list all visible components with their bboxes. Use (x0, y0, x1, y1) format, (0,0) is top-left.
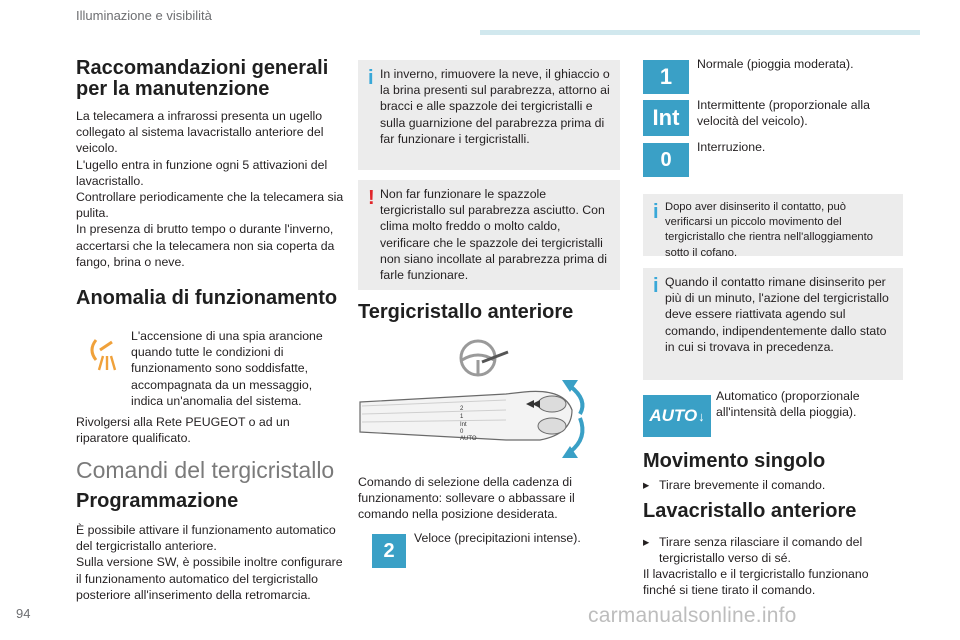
bullet-icon: ▸ (643, 535, 650, 549)
programming-line: È possibile attivare il funzionamento automatico del tergicristallo anteriore. (76, 523, 336, 554)
maintenance-line: In presenza di brutto tempo o durante l'inverno, accertarsi che la telecamera non sia coperta da fango, brina o neve. (76, 222, 335, 269)
info-icon: i (653, 201, 659, 223)
contact-off-info-box (643, 194, 903, 259)
maintenance-line: L'ugello entra in funzione ogni 5 attivazioni del lavacristallo. (76, 157, 328, 188)
mode-2-badge: 2 (372, 534, 406, 568)
stalk-label: AUTO (460, 436, 477, 442)
wiper-stalk-illustration (356, 336, 606, 466)
single-move-heading: Movimento singolo (643, 450, 826, 472)
section-title: Illuminazione e visibilità (76, 8, 212, 23)
washer-bullet (643, 534, 903, 566)
washer-text: Il lavacristallo e il tergicristallo funzionano finché si tiene tirato il comando. (643, 567, 869, 598)
fault-heading: Anomalia di funzionamento (76, 287, 338, 309)
mode-1-badge: 1 (643, 60, 689, 94)
front-wiper-heading: Tergicristallo anteriore (358, 301, 574, 323)
auto-arrow-icon: ↓ (698, 408, 705, 424)
mode-0-text: Interruzione. (697, 140, 766, 154)
wiper-stalk-icon (360, 391, 572, 442)
mode-int-text: Intermittente (proporzionale alla velocità del veicolo). (697, 98, 870, 129)
mode-auto-badge (643, 395, 711, 437)
programming-text (76, 522, 344, 603)
maintenance-line: La telecamera a infrarossi presenta un ugello collegato al sistema lavacristallo anteriore del veicolo. (76, 109, 324, 156)
washer-bullet-text: Tirare senza rilasciare il comando del tergicristallo verso di sé. (659, 535, 863, 566)
washer-heading: Lavacristallo anteriore (643, 500, 857, 522)
selection-text: Comando di selezione della cadenza di funzionamento: sollevare o abbassare il comando nella posizione desiderata. (358, 475, 575, 522)
winter-info-text: In inverno, rimuovere la neve, il ghiaccio o la brina presenti sul parabrezza, attorno ai bracci e alle spazzole dei tergicristalli e sulla guarnizione del parabrezza prima di far funzionare i tergicristalli. (380, 67, 610, 146)
page-number: 94 (16, 606, 31, 621)
mode-2-text: Veloce (precipitazioni intense). (414, 531, 581, 545)
mode-1-text: Normale (pioggia moderata). (697, 57, 854, 71)
stalk-label: 1 (460, 414, 464, 420)
mode-int-badge: Int (643, 100, 689, 136)
single-move-bullet (643, 477, 903, 493)
reactivation-info-box (643, 268, 903, 380)
info-icon: i (653, 275, 659, 297)
maintenance-line: Controllare periodicamente che la telecamera sia pulita. (76, 190, 344, 221)
fault-description: L'accensione di una spia arancione quando tutte le condizioni di funzionamento sono soddisfatte, accompagnata da un messaggio, indica un'anomalia del sistema. (131, 329, 323, 408)
mode-auto-text: Automatico (proporzionale all'intensità della pioggia). (716, 389, 860, 420)
winter-info-box (358, 60, 620, 170)
steering-wheel-icon (461, 341, 508, 375)
reactivation-info-text: Quando il contatto rimane disinserito per più di un minuto, l'azione del tergicristallo deve essere riattivata agendo sul comando, indipendentemente dallo stato in cui si trovava in precedenza. (665, 275, 889, 354)
info-icon: i (368, 67, 374, 89)
programming-line: Sulla versione SW, è possibile inoltre configurare il funzionamento automatico del tergicristallo posteriore all'inserimento della retromarcia. (76, 555, 343, 602)
maintenance-text (76, 108, 344, 270)
watermark: carmanualsonline.info (588, 604, 797, 627)
fault-warning-icon (86, 336, 120, 372)
single-move-text: Tirare brevemente il comando. (659, 478, 826, 492)
dry-wiper-warning-text: Non far funzionare le spazzole tergicristallo sul parabrezza asciutto. Con clima molto freddo o molto caldo, verificare che le spazzole dei tergicristalli non siano incollate al parabrezza prima di farle funzionare. (380, 187, 607, 283)
contact-off-info-text: Dopo aver disinserito il contatto, può verificarsi un piccolo movimento del tergicristallo che rientra nell'alloggiamento sotto il cofano. (665, 201, 873, 259)
mode-0-badge: 0 (643, 143, 689, 177)
stalk-label: Int (460, 422, 467, 428)
stalk-label: 2 (460, 406, 464, 412)
maintenance-heading: Raccomandazioni generali per la manutenzione (76, 57, 329, 100)
dry-wiper-warning-box (358, 180, 620, 290)
bullet-icon: ▸ (643, 478, 650, 492)
stalk-label: 0 (460, 429, 464, 435)
wiper-controls-heading: Comandi del tergicristallo (76, 457, 335, 483)
fault-contact-text: Rivolgersi alla Rete PEUGEOT o ad un riparatore qualificato. (76, 415, 290, 446)
warning-icon: ! (368, 187, 375, 209)
programming-heading: Programmazione (76, 490, 239, 512)
auto-badge-label: AUTO (649, 406, 698, 425)
header-divider-bar (480, 30, 920, 35)
